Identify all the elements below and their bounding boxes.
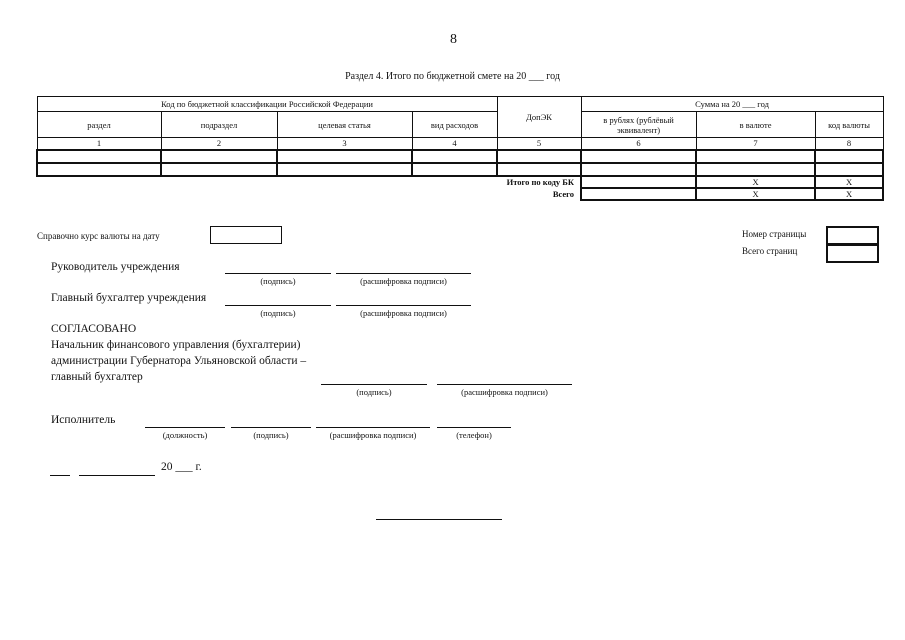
- section-title: Раздел 4. Итого по бюджетной смете на 20 ___ год: [345, 71, 560, 82]
- head-decode-line[interactable]: [336, 273, 471, 274]
- chief-accountant-label: Главный бухгалтер учреждения: [51, 292, 207, 304]
- col-num-7: 7: [696, 138, 815, 150]
- head-label: Руководитель учреждения: [51, 261, 180, 273]
- cell-kod-val[interactable]: [815, 163, 883, 176]
- budget-total-table: [36, 96, 884, 201]
- rate-date-field[interactable]: [210, 226, 282, 244]
- col-num-5: 5: [497, 138, 581, 150]
- head-sign-line[interactable]: [225, 273, 331, 274]
- agreed-line-1: Начальник финансового управления (бухгалтерии): [51, 339, 301, 351]
- chief-sign-caption: (подпись): [260, 308, 296, 318]
- total-kod: X: [815, 188, 883, 200]
- col-val: в валюте: [696, 112, 815, 138]
- agreed-decode-line[interactable]: [437, 384, 572, 385]
- total-bk-kod: X: [815, 176, 883, 188]
- cell-kod-val[interactable]: [815, 150, 883, 163]
- cell-vid[interactable]: [412, 150, 497, 163]
- executor-phone-caption: (телефон): [456, 430, 492, 440]
- col-rub: в рублях (рублёвый эквивалент): [581, 112, 696, 138]
- cell-vid[interactable]: [412, 163, 497, 176]
- date-month-line[interactable]: [79, 475, 155, 476]
- table-row: [37, 150, 883, 163]
- agreed-line-2: администрации Губернатора Ульяновской области –: [51, 355, 307, 367]
- total-row: [37, 188, 883, 200]
- chief-decode-caption: (расшифровка подписи): [360, 308, 447, 318]
- chief-decode-line[interactable]: [336, 305, 471, 306]
- header-code: Код по бюджетной классификации Российской Федерации: [37, 97, 497, 112]
- col-podrazdel: подраздел: [161, 112, 277, 138]
- executor-sign-line[interactable]: [231, 427, 311, 428]
- date-year-text: 20 ___ г.: [161, 461, 202, 473]
- agreed-sign-caption: (подпись): [356, 387, 392, 397]
- executor-phone-line[interactable]: [437, 427, 511, 428]
- agreed-heading: СОГЛАСОВАНО: [51, 323, 137, 335]
- total-label: Всего: [552, 188, 575, 199]
- executor-position-line[interactable]: [145, 427, 225, 428]
- executor-decode-line[interactable]: [316, 427, 430, 428]
- rate-label: Справочно курс валюты на дату: [37, 231, 160, 241]
- cell-celevaya[interactable]: [277, 163, 412, 176]
- col-celevaya: целевая статья: [277, 112, 412, 138]
- cell-donek[interactable]: [497, 163, 581, 176]
- agreed-decode-caption: (расшифровка подписи): [461, 387, 548, 397]
- total-bk-row: [37, 176, 883, 188]
- total-bk-val: X: [696, 176, 815, 188]
- total-val: X: [696, 188, 815, 200]
- head-sign-caption: (подпись): [260, 276, 296, 286]
- bottom-line: [376, 519, 502, 520]
- pages-total-label: Всего страниц: [742, 246, 798, 256]
- cell-celevaya[interactable]: [277, 150, 412, 163]
- col-razdel: раздел: [37, 112, 161, 138]
- table-row: [37, 163, 883, 176]
- col-kod-val: код валюты: [815, 112, 883, 138]
- cell-val[interactable]: [696, 150, 815, 163]
- cell-donek[interactable]: [497, 150, 581, 163]
- col-num-1: 1: [37, 138, 161, 150]
- executor-sign-caption: (подпись): [253, 430, 289, 440]
- total-bk-label: Итого по коду БК: [506, 177, 575, 187]
- executor-label: Исполнитель: [51, 414, 116, 426]
- col-num-8: 8: [815, 138, 883, 150]
- col-num-4: 4: [412, 138, 497, 150]
- total-bk-rub[interactable]: [581, 176, 696, 188]
- col-num-6: 6: [581, 138, 696, 150]
- head-decode-caption: (расшифровка подписи): [360, 276, 447, 286]
- cell-rub[interactable]: [581, 150, 696, 163]
- chief-sign-line[interactable]: [225, 305, 331, 306]
- cell-podrazdel[interactable]: [161, 163, 277, 176]
- cell-val[interactable]: [696, 163, 815, 176]
- agreed-sign-line[interactable]: [321, 384, 427, 385]
- executor-decode-caption: (расшифровка подписи): [329, 430, 417, 440]
- cell-razdel[interactable]: [37, 163, 161, 176]
- total-rub[interactable]: [581, 188, 696, 200]
- cell-podrazdel[interactable]: [161, 150, 277, 163]
- header-donek: ДопЭК: [497, 97, 581, 138]
- header-sum: Сумма на 20 ___ год: [581, 97, 883, 112]
- page-number: 8: [450, 32, 457, 47]
- cell-rub[interactable]: [581, 163, 696, 176]
- agreed-line-3: главный бухгалтер: [51, 371, 143, 383]
- col-num-2: 2: [161, 138, 277, 150]
- executor-position-caption: (должность): [162, 430, 208, 440]
- pages-total-field[interactable]: [826, 243, 879, 263]
- col-vid: вид расходов: [412, 112, 497, 138]
- col-num-3: 3: [277, 138, 412, 150]
- cell-razdel[interactable]: [37, 150, 161, 163]
- date-day-line[interactable]: [50, 475, 70, 476]
- page-number-label: Номер страницы: [742, 229, 807, 239]
